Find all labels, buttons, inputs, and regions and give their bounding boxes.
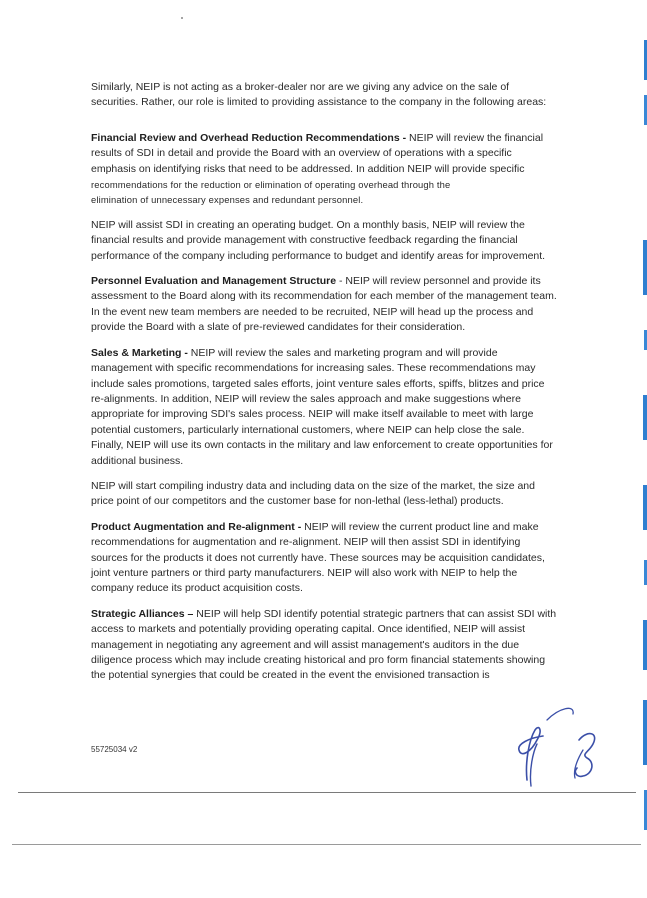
intro-paragraph: Similarly, NEIP is not acting as a broker-dealer nor are we giving any advice on the sale of securities. Rather, our role is limited to providing assistance to the company in the following areas: — [91, 81, 547, 109]
section-body-line: elimination of unnecessary expenses and redundant personnel. — [91, 194, 364, 206]
scan-edge-marks — [639, 0, 647, 898]
section-heading: Financial Review and Overhead Reduction Recommendations - — [91, 131, 407, 144]
financial-review-paragraph — [91, 131, 559, 208]
section-body: NEIP will review the sales and marketing program and will provide management with specific recommendations for increasing sales. These recommendations may include sales promotions, targeted sales efforts, joint venture sales efforts, spiffs, blitzes and price re-alignments. In addition, NEIP will review the sales approach and make suggestions where appropriate for improving SDI's sales process. NEIP will make itself available to meet with large potential customers, particularly international customers, where NEIP can help close the sale. Finally, NEIP will use its own contacts in the military and law enforcement to create opportunities for additional business. — [91, 346, 553, 467]
industry-data-paragraph: NEIP will start compiling industry data and including data on the size of the market, the size and price point of our competitors and the customer base for non-lethal (less-lethal) products. — [91, 479, 535, 508]
section-heading: Product Augmentation and Re-alignment - — [91, 520, 302, 533]
section-body: NEIP will help SDI identify potential strategic partners that can assist SDI with access to markets and potentially providing operating capital. Once identified, NEIP will assist management in negotiating any agreement and will assist management's auditors in the due diligence process which may include creating historical and pro form financial statements showing the potential synergies that could be created in the event the envisioned transaction is — [91, 607, 557, 682]
section-body: - NEIP will review personnel and provide its assessment to the Board along with its recommendation for each member of the management team. In the event new team members are needed to be recruited, NEIP will head up the process and provide the Board with a slate of pre-reviewed candidates for their consideration. — [91, 275, 557, 334]
signature-initials — [507, 700, 617, 795]
strategic-alliances-paragraph — [91, 607, 559, 684]
page-edge-rule — [12, 844, 641, 845]
section-body-line: recommendations for the reduction or elimination of operating overhead through the — [91, 179, 451, 191]
scan-speck — [181, 17, 183, 19]
personnel-paragraph — [91, 274, 559, 336]
section-heading: Personnel Evaluation and Management Structure — [91, 275, 337, 288]
document-id: 55725034 v2 — [91, 745, 138, 754]
footer-rule — [18, 792, 636, 793]
sales-marketing-paragraph — [91, 346, 559, 469]
section-heading: Strategic Alliances – — [91, 607, 194, 620]
section-body: NEIP will review the current product line and make recommendations for augmentation and re-alignment. NEIP will then assist SDI in identifying sources for the products it does not currently have. These sources may be acquisition candidates, joint venture partners or third party manufacturers. NEIP will also work with NEIP to help the company reduce its product acquisition costs. — [91, 520, 545, 595]
product-augmentation-paragraph — [91, 520, 559, 597]
letter-body — [91, 80, 559, 694]
operating-budget-paragraph: NEIP will assist SDI in creating an operating budget. On a monthly basis, NEIP will review the financial results and provide management with constructive feedback regarding the financial performance of the company including performance to budget and identify areas for improvement. — [91, 218, 546, 262]
section-body: NEIP will review the financial results of SDI in detail and provide the Board with an overview of operations with a specific emphasis on identifying risks that need to be addressed. In addition NEIP will provide specific — [91, 131, 544, 175]
section-heading: Sales & Marketing - — [91, 346, 188, 359]
